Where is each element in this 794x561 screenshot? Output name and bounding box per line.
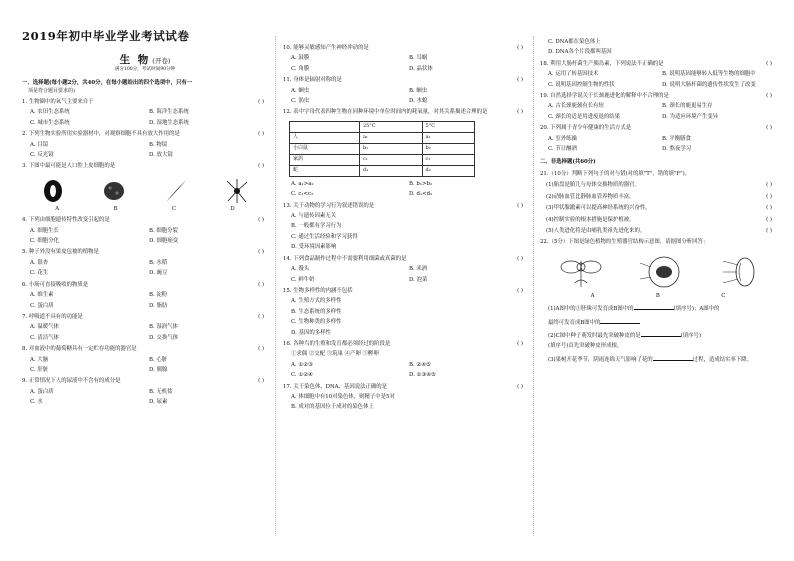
option[interactable]: A. 细胞生长 — [30, 227, 59, 234]
option[interactable]: B. 海洋生态系统 — [149, 109, 189, 116]
question-stem: 20. 下列属于青少年健康的生活方式是 — [540, 125, 632, 132]
option[interactable]: C. 细胞分化 — [30, 238, 59, 245]
option[interactable]: D. 尿素 — [149, 399, 168, 406]
option[interactable]: B. 耳蜗 — [409, 55, 428, 62]
table-cell: d₁ — [359, 165, 422, 176]
option[interactable]: C. 通过生活经验和学习获得 — [291, 233, 358, 240]
answer-paren[interactable]: ( ) — [766, 182, 772, 189]
answer-paren[interactable]: ( ) — [258, 99, 264, 105]
option[interactable]: B. 成对的基因位于成对的染色体上 — [291, 404, 374, 411]
table-header-row — [290, 121, 475, 132]
cell-image-label: B — [113, 205, 118, 212]
table-cell: 人 — [290, 132, 360, 143]
option[interactable]: A. 鼓膜 — [291, 55, 310, 62]
answer-paren[interactable]: ( ) — [766, 227, 772, 234]
judge-text: (5)人类进化将是由哺乳类祖先进化来的。 — [546, 227, 646, 234]
option[interactable]: A. 温暖气体 — [30, 324, 59, 331]
question-stem: 7. 呼吸道不具有的功能是 — [22, 313, 83, 320]
question-list — [283, 46, 527, 411]
table-cell: b₁ — [359, 143, 422, 154]
option[interactable]: B. 米酒 — [409, 266, 428, 273]
option[interactable]: A. 体细胞中有10对染色体，则精子中是5对 — [291, 393, 395, 400]
option[interactable]: C. 角膜 — [291, 65, 310, 72]
question-stem: 15. 生物多样性的内涵不包括 — [283, 287, 353, 294]
answer-paren[interactable]: ( ) — [766, 93, 772, 100]
question — [283, 257, 527, 262]
subject-tag: (开卷) — [152, 56, 171, 65]
table-cell: c₁ — [359, 154, 422, 165]
option[interactable]: C. c₁<c₂ — [291, 191, 314, 198]
option[interactable]: B. 说明基因能够转入低等生物的细胞中 — [662, 71, 756, 78]
table-header-cell — [290, 121, 360, 132]
cell-image-label: C — [171, 205, 177, 212]
question — [22, 132, 268, 137]
option[interactable]: A. 与遗传因素无关 — [291, 213, 337, 220]
question — [22, 347, 268, 352]
column-divider — [275, 36, 276, 536]
judge-list — [540, 183, 776, 234]
answer-blank[interactable] — [653, 355, 693, 361]
question-stem: 17. 关于染色体、DNA、基因说法正确的是 — [283, 383, 388, 390]
cell-image-label: D — [230, 205, 235, 212]
judge-text: (1)胎盘是胎儿与母体交换物质的器官。 — [546, 182, 640, 189]
plant-diagram — [540, 252, 776, 292]
option-list — [283, 267, 527, 283]
diagram-label: C — [721, 292, 726, 299]
option[interactable]: D. d₁<d₂ — [409, 191, 433, 198]
option-list — [540, 72, 776, 88]
option-list — [22, 110, 268, 126]
diagram-label: A — [590, 292, 595, 299]
option[interactable]: D. 泡菜 — [409, 276, 428, 283]
option[interactable]: C. ①②④ — [291, 372, 313, 379]
option[interactable]: B. 物镜 — [149, 141, 168, 148]
option[interactable]: C. 清洁气体 — [30, 334, 59, 341]
option[interactable]: C. 涡虫 — [291, 98, 310, 105]
judge-text: (3)甲状腺激素可以提高神经系统的兴奋性。 — [546, 205, 651, 212]
question-stem: 19. 自然选择学说关于长颈鹿进化的解释中不合理的是 — [540, 93, 669, 100]
option-list — [540, 40, 776, 56]
question — [283, 289, 527, 294]
answer-paren[interactable]: ( ) — [517, 287, 523, 294]
option[interactable]: B. b₁>b₂ — [409, 180, 433, 187]
question — [22, 379, 268, 384]
option[interactable]: A. 蛋白质 — [30, 388, 54, 395]
question-stem: 3. 下图中最可能是人口腔上皮细胞的是 — [22, 163, 116, 170]
answer-paren[interactable]: ( ) — [517, 109, 523, 116]
table-row — [290, 143, 475, 154]
table-cell: a₂ — [422, 132, 474, 143]
answer-paren[interactable]: ( ) — [517, 383, 523, 390]
answer-paren[interactable]: ( ) — [766, 205, 772, 212]
option[interactable]: C. 节日酗酒 — [548, 146, 577, 153]
option-list — [283, 182, 527, 198]
table-cell: b₂ — [422, 143, 474, 154]
option[interactable]: D. 细胞癌变 — [149, 238, 179, 245]
diagram-label: B — [655, 292, 660, 299]
subject-heading — [22, 55, 268, 66]
option-list — [283, 395, 527, 411]
column-left — [22, 30, 268, 406]
table-row — [290, 165, 475, 176]
column-divider — [533, 36, 534, 536]
respiration-table — [289, 121, 475, 177]
spindle-cell-icon — [162, 178, 190, 204]
option[interactable]: A. 农田生态系统 — [30, 109, 70, 116]
answer-blank[interactable] — [634, 304, 674, 310]
option[interactable]: D. 脂肪 — [149, 302, 168, 309]
option[interactable]: A. 维生素 — [30, 292, 54, 299]
answer-paren[interactable]: ( ) — [517, 255, 523, 262]
option-list — [283, 89, 527, 105]
judge-text: (4)控制实验的根本措施是保护植被。 — [546, 216, 635, 223]
option[interactable]: B. 平衡膳食 — [662, 135, 691, 142]
option[interactable]: ①求偶 ②交配 ③筑巢 ④产卵 ⑤孵卵 — [291, 351, 379, 358]
option[interactable]: B. 蛔虫 — [409, 87, 428, 94]
judge-item — [540, 183, 776, 188]
answer-blank[interactable] — [641, 331, 681, 337]
diagram-labels — [540, 294, 776, 299]
option[interactable]: C. 反光镜 — [30, 152, 54, 159]
answer-text: (填序号) — [680, 332, 702, 339]
answer-paren[interactable]: ( ) — [766, 60, 772, 67]
question-stem: 16. 各种鸟的生殖和发育都必须经过的阶段是 — [283, 340, 391, 347]
option[interactable]: D. 豌豆 — [149, 270, 168, 277]
answer-text: (填序号)首先突破种皮形成根。 — [548, 343, 623, 350]
question-stem: 2. 下列生物实验所用实验器材中，对观察细胞不具有放大作用的是 — [22, 131, 180, 138]
option[interactable]: D. 基因的多样性 — [291, 329, 331, 336]
section-note: 项是符合题目要求的) — [28, 88, 75, 94]
question-stem: 4. 下列由细胞遗传特性改变引起的是 — [22, 217, 110, 224]
option: C. DNA都在染色体上 — [548, 39, 601, 45]
answer-line — [540, 304, 776, 312]
option[interactable]: B. 生态系统的多样性 — [291, 308, 342, 315]
judge-item — [540, 206, 776, 211]
option[interactable]: D. 晶状体 — [409, 65, 433, 72]
answer-paren[interactable]: ( ) — [766, 193, 772, 200]
question — [22, 250, 268, 255]
cell-image — [223, 178, 251, 204]
cell-image-label: A — [55, 205, 60, 212]
cell-image — [100, 178, 128, 204]
answer-text: 过程，造成结实率下降。 — [692, 356, 752, 363]
answer-text: (1)A图中的①胚珠可发育成B图中的 — [548, 306, 634, 313]
option-list — [22, 390, 268, 406]
option[interactable]: A. ①②③ — [291, 361, 313, 368]
question — [540, 126, 776, 131]
answer-paren[interactable]: ( ) — [517, 45, 523, 51]
option[interactable]: C. 肝脏 — [30, 366, 49, 373]
question — [283, 385, 527, 390]
answer-line — [540, 355, 776, 363]
option-list — [22, 325, 268, 341]
question-stem: 10. 能够灵敏感知产生神经冲动的是 — [283, 45, 369, 51]
option[interactable]: D. 熬夜学习 — [662, 146, 692, 153]
question — [540, 94, 776, 99]
flower-icon — [555, 253, 607, 291]
option-list — [283, 56, 527, 72]
question-list — [22, 100, 268, 406]
option[interactable]: C. 水 — [30, 399, 43, 406]
answer-paren[interactable]: ( ) — [258, 346, 264, 353]
option[interactable]: D. 受环境因素影响 — [291, 244, 337, 251]
question — [283, 342, 527, 347]
exam-title: 2019年初中毕业学业考试试卷 — [22, 29, 190, 43]
option[interactable]: B. 一般都有学习行为 — [291, 223, 342, 230]
answer-line — [540, 331, 776, 339]
option[interactable]: B. 细胞分裂 — [149, 227, 178, 234]
question-stem: 21.（10分）判断下列句子的对与错(对的填"T"，错的填"F")。 — [540, 170, 691, 177]
option[interactable]: B. 水稻 — [149, 259, 168, 266]
option[interactable]: A. 室外练操 — [548, 135, 577, 142]
option-list — [540, 104, 776, 120]
judge-item — [540, 218, 776, 223]
option[interactable]: A. 目镜 — [30, 141, 49, 148]
option[interactable]: A. 生殖方式的多样性 — [291, 298, 342, 305]
answer-paren[interactable]: ( ) — [258, 163, 264, 170]
section-heading: 二、非选择题(共60分) — [540, 159, 596, 166]
table-cell: c₂ — [422, 154, 474, 165]
answer-line — [540, 318, 776, 326]
option-list — [22, 143, 268, 159]
table-cell: 小白鼠 — [290, 143, 360, 154]
option[interactable]: B. 无机盐 — [149, 388, 173, 395]
nerve-cell-icon — [223, 178, 251, 204]
question-stem: 1. 生物圈中的氧气主要来自于 — [22, 99, 94, 105]
option[interactable]: D. 说明大肠杆菌的遗传性状发生了改变 — [662, 81, 756, 88]
question-stem: 5. 种子外没有果皮包被的植物是 — [22, 249, 99, 256]
answer-paren[interactable]: ( ) — [517, 202, 523, 209]
answer-text: (2)C图中种子萌发时最先突破种皮的是 — [548, 332, 641, 339]
column-right — [540, 40, 776, 363]
cell-images — [22, 178, 268, 204]
answer-text: 最终可发育成B图中的 — [548, 319, 601, 326]
option[interactable]: B. 心脏 — [149, 356, 168, 363]
table-cell: 家鸽 — [290, 154, 360, 165]
option[interactable]: A. a₁>a₂ — [291, 180, 314, 187]
table-row — [290, 154, 475, 165]
question — [540, 62, 776, 67]
table-cell: 蛇 — [290, 165, 360, 176]
answer-paren[interactable]: ( ) — [258, 281, 264, 288]
question — [22, 100, 268, 105]
option[interactable]: C. 说明基因控制生物的性状 — [548, 81, 615, 88]
section-heading: 一、选择题(每小题2分，共40分，在每小题给出的四个选项中，只有一 — [22, 79, 193, 86]
option-list — [22, 358, 268, 374]
option[interactable]: D. 交换气体 — [149, 334, 179, 341]
answer-paren[interactable]: ( ) — [258, 217, 264, 224]
question — [22, 218, 268, 223]
answer-text: (填序号)；A图中的 — [673, 306, 720, 313]
option[interactable]: A. 馒头 — [291, 266, 310, 273]
option[interactable]: B. 淀粉 — [149, 292, 168, 299]
option[interactable]: D. 水螅 — [409, 98, 428, 105]
question — [283, 46, 527, 51]
option-list — [22, 229, 268, 245]
question-stem: 18. 利用大肠杆菌生产胰岛素，下列说法不正确的是 — [540, 60, 664, 67]
question — [283, 204, 527, 209]
option[interactable]: A. 大脑 — [30, 356, 49, 363]
fruit-icon — [638, 253, 690, 291]
option[interactable]: A. 古长颈鹿颈有长有短 — [548, 103, 604, 110]
subject-name: 生 物 — [119, 53, 151, 66]
answer-paren[interactable]: ( ) — [517, 77, 523, 84]
question — [22, 315, 268, 320]
option[interactable]: B. ②④⑤ — [409, 361, 431, 368]
judge-item — [540, 229, 776, 234]
option[interactable]: D. 胰腺 — [149, 366, 168, 373]
question — [22, 164, 268, 169]
answer-paren[interactable]: ( ) — [258, 313, 264, 320]
answer-paren[interactable]: ( ) — [258, 249, 264, 256]
option[interactable]: A. 银杏 — [30, 259, 49, 266]
option-list — [283, 299, 527, 336]
option-list — [22, 261, 268, 277]
score-note: 满分100分，考试时间90分钟 — [114, 67, 176, 72]
option-list — [540, 137, 776, 153]
answer-text: (3)果树开花季节，阴雨连绵天气影响了花的 — [548, 356, 653, 363]
question — [283, 78, 527, 83]
table-cell: a₁ — [359, 132, 422, 143]
table-row — [290, 132, 475, 143]
judge-text: (2)动脉血管比静脉血管养物质丰富。 — [546, 193, 635, 200]
option[interactable]: D. 放大镜 — [149, 152, 173, 159]
option: D. DNA各个片段都叫基因 — [548, 49, 612, 56]
answer-paren[interactable]: ( ) — [517, 340, 523, 347]
cell-cluster-icon — [100, 178, 128, 204]
answer-paren[interactable]: ( ) — [258, 378, 264, 385]
question — [22, 283, 268, 288]
question-stem: 13. 关于动物的学习行为叙述错误的是 — [283, 202, 375, 209]
answer-paren[interactable]: ( ) — [766, 125, 772, 132]
table-cell: d₂ — [422, 165, 474, 176]
option-list — [283, 363, 527, 379]
seed-icon — [721, 253, 761, 291]
question — [283, 110, 527, 115]
answer-blank[interactable] — [600, 318, 640, 324]
answer-paren[interactable]: ( ) — [258, 131, 264, 138]
table-header-cell: 5°C — [422, 121, 474, 132]
option[interactable]: C. 蛋白质 — [30, 302, 54, 309]
option[interactable]: D. 湿地生态系统 — [149, 119, 189, 126]
option-list — [22, 293, 268, 309]
table-header-cell: 25°C — [359, 121, 422, 132]
question-list — [540, 62, 776, 153]
cell-image — [162, 178, 190, 204]
answer-paren[interactable]: ( ) — [766, 216, 772, 223]
option[interactable]: C. 城市生态系统 — [30, 119, 70, 126]
option[interactable]: D. 为适应环境产生变异 — [662, 113, 719, 120]
cell-image-labels — [22, 207, 268, 212]
option[interactable]: A. 蛔虫 — [291, 87, 310, 94]
option[interactable]: C. 颈长的适是用进废退的结果 — [548, 113, 621, 120]
question-stem: 8. 对血液中的葡萄糖具有一定贮存功能的器官是 — [22, 346, 137, 353]
option[interactable]: D. ①③④⑤ — [409, 372, 436, 379]
question-stem: 6. 小肠可直接吸收的物质是 — [22, 281, 89, 288]
option[interactable]: C. 花生 — [30, 270, 49, 277]
judge-item — [540, 195, 776, 200]
option[interactable]: A. 运用了转基因技术 — [548, 71, 599, 78]
option[interactable]: B. 颈长的鹿更易生存 — [662, 103, 713, 110]
option[interactable]: B. 湿润气体 — [149, 324, 178, 331]
column-middle — [283, 40, 527, 411]
question-stem: 9. 正常情况下人的尿液中不含有的成分是 — [22, 378, 121, 385]
question-stem: 12. 表中字母代表四种生物在同种环境中单位时间内的耗氧量，对其关系描述合理的是 — [283, 109, 488, 116]
option-list — [283, 352, 527, 357]
option[interactable]: C. 鲜牛奶 — [291, 276, 315, 283]
question-stem: 22.（5分）下图是绿色植物的生殖器官结构示意图，请据图分析回答： — [540, 239, 709, 246]
question-stem: 11. 身体是辐射对称的是 — [283, 77, 342, 84]
option-list — [283, 214, 527, 251]
answer-line — [540, 344, 776, 349]
question-stem: 14. 下列食品制作过程中不需要利用细菌或真菌的是 — [283, 255, 407, 262]
option[interactable]: C. 生物种类的多样性 — [291, 319, 342, 326]
red-blood-cell-icon — [39, 178, 67, 204]
cell-image — [39, 178, 67, 204]
